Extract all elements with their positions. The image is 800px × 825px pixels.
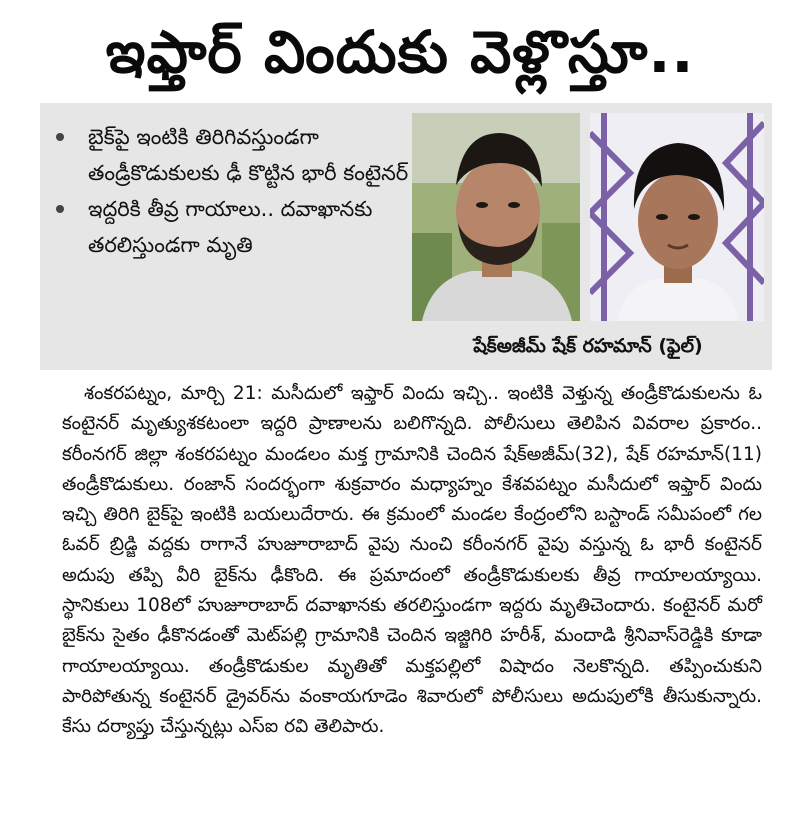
highlight-item [52,191,412,263]
son-photo [590,113,764,321]
bullet-dot-icon [56,133,64,141]
father-photo [412,113,580,321]
bullet-dot-icon [56,205,64,213]
article-paragraph: శంకరపట్నం, మార్చి 21: మసీదులో ఇఫ్తార్ విందు ఇచ్చి.. ఇంటికి వెళ్తున్న తండ్రీకొడుకులను ఓ కంటైనర్ మృత్యుశకటంలా ఇద్దరి ప్రాణాలను బలిగొన్నది. పోలీసులు తెలిపిన వివరాల ప్రకారం.. కరీంనగర్ జిల్లా శంకరపట్నం మండలం మక్త గ్రామానికి చెందిన షేక్‌అజీమ్(32), షేక్ రహమాన్(11) తండ్రీకొడుకులు. రంజాన్ సందర్భంగా శుక్రవారం మధ్యాహ్నం కేశవపట్నం మసీదులో ఇఫ్తార్ విందు ఇచ్చి తిరిగి బైక్‌పై ఇంటికి బయలుదేరారు. ఈ క్రమంలో మండల కేంద్రంలోని బస్టాండ్ సమీపంలో గల ఓవర్ బ్రిడ్జి వద్దకు రాగానే హుజూరాబాద్ వైపు నుంచి కరీంనగర్ వైపు వస్తున్న ఓ భారీ కంటైనర్ అదుపు తప్పి వీరి బైక్‌ను ఢీకొంది. ఈ ప్రమాదంలో తండ్రీకొడుకులకు తీవ్ర గాయాలయ్యాయి. స్థానికులు 108లో హుజూరాబాద్ దవాఖానకు తరలిస్తుండగా ఇద్దరు మృతిచెందారు. కంటైనర్ మరో బైక్‌ను సైతం ఢీకొనడంతో మెట్‌పల్లి గ్రామానికి చెందిన ఇజ్జిగిరి హరీశ్, మందాడి శ్రీనివాస్‌రెడ్డికి కూడా గాయాలయ్యాయి. తండ్రీకొడుకుల మృతితో మక్తపల్లిలో విషాదం నెలకొన్నది. తప్పించుకుని పారిపోతున్న కంటైనర్ డ్రైవర్‌ను వంకాయగూడెం శివారులో పోలీసులు అదుపులోకి తీసుకున్నారు. కేసు దర్యాప్తు చేస్తున్నట్లు ఎస్‌ఐ రవి తెలిపారు. [62,383,762,738]
article-body [62,379,762,743]
highlight-text: బైక్‌పై ఇంటికి తిరిగివస్తుండగా తండ్రీకొడుకులకు ఢీ కొట్టిన భారీ కంటైనర్ [88,125,409,185]
highlight-item [52,119,412,191]
photo-caption: షేక్‌అజీమ్ షేక్ రహమాన్ (ఫైల్) [473,335,703,357]
highlight-box [40,103,772,370]
highlight-text: ఇద్దరికి తీవ్ర గాయాలు.. దవాఖానకు తరలిస్తుండగా మృతి [88,197,373,257]
headline: ఇఫ్తార్ విందుకు వెళ్లొస్తూ.. [105,18,695,86]
highlight-list [52,119,412,263]
